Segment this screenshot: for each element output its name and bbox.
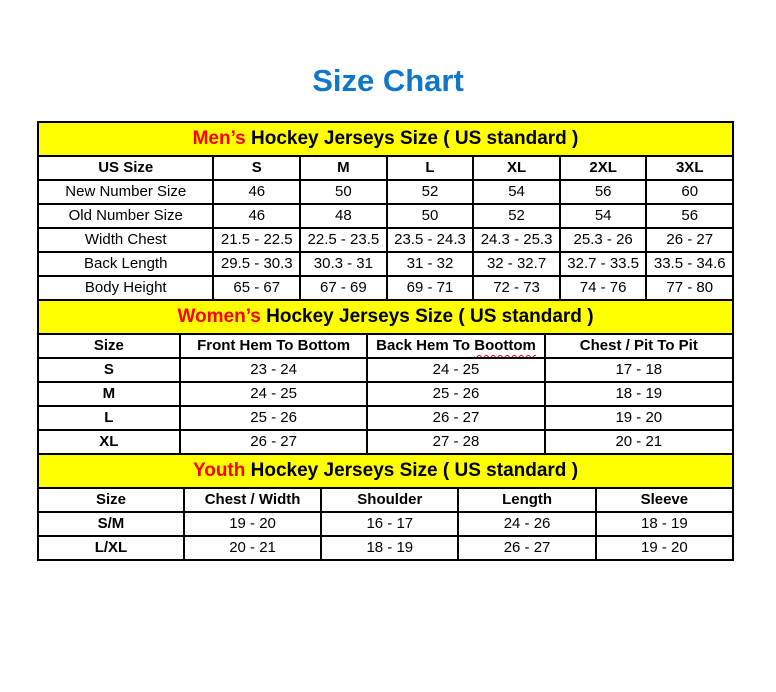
header-cell: Chest / Width [184,488,321,512]
data-row [38,204,733,228]
data-row [38,276,733,300]
data-row [38,430,733,454]
row-label-cell: L/XL [38,536,184,560]
value-cell: 77 - 80 [646,276,733,300]
youth-banner-highlight: Youth [192,459,246,481]
header-cell: Shoulder [321,488,458,512]
value-cell: 23 - 24 [180,358,368,382]
value-cell: 24 - 25 [180,382,368,406]
data-row [38,252,733,276]
mens-banner [38,122,733,156]
value-cell: 74 - 76 [560,276,647,300]
youth-size-table [37,453,734,561]
header-cell [367,334,544,358]
youth-table-body [38,488,733,560]
value-cell: 46 [213,204,300,228]
womens-banner-text: Hockey Jerseys Size ( US standard ) [260,305,594,327]
value-cell: 50 [387,204,474,228]
data-row [38,382,733,406]
value-cell: 50 [300,180,387,204]
value-cell: 72 - 73 [473,276,560,300]
value-cell: 24.3 - 25.3 [473,228,560,252]
value-cell: 19 - 20 [596,536,733,560]
row-label-cell: L [38,406,180,430]
header-cell: M [300,156,387,180]
womens-banner [38,300,733,334]
value-cell: 23.5 - 24.3 [387,228,474,252]
page-title: Size Chart [312,63,464,98]
value-cell: 18 - 19 [545,382,733,406]
row-label-cell: S [38,358,180,382]
data-row [38,536,733,560]
value-cell: 25 - 26 [367,382,544,406]
value-cell: 69 - 71 [387,276,474,300]
womens-banner-highlight: Women’s [177,305,261,327]
value-cell: 31 - 32 [387,252,474,276]
value-cell: 19 - 20 [545,406,733,430]
value-cell: 24 - 26 [458,512,595,536]
header-cell: Length [458,488,595,512]
header-cell: XL [473,156,560,180]
value-cell: 52 [387,180,474,204]
header-row [38,334,733,358]
value-cell: 54 [473,180,560,204]
value-cell: 24 - 25 [367,358,544,382]
value-cell: 25 - 26 [180,406,368,430]
womens-table-body [38,334,733,454]
header-row [38,488,733,512]
value-cell: 17 - 18 [545,358,733,382]
value-cell: 54 [560,204,647,228]
size-tables [37,121,734,561]
data-row [38,358,733,382]
value-cell: 27 - 28 [367,430,544,454]
value-cell: 19 - 20 [184,512,321,536]
womens-size-table [37,299,734,455]
header-cell: Front Hem To Bottom [180,334,368,358]
value-cell: 20 - 21 [545,430,733,454]
womens-banner-row [38,300,733,334]
header-row [38,156,733,180]
mens-banner-highlight: Men’s [192,127,246,149]
mens-banner-row [38,122,733,156]
value-cell: 33.5 - 34.6 [646,252,733,276]
data-row [38,406,733,430]
value-cell: 32 - 32.7 [473,252,560,276]
header-cell: Sleeve [596,488,733,512]
value-cell: 52 [473,204,560,228]
mens-banner-text: Hockey Jerseys Size ( US standard ) [245,127,579,149]
value-cell: 21.5 - 22.5 [213,228,300,252]
mens-table-body [38,156,733,300]
data-row [38,228,733,252]
header-cell: Size [38,488,184,512]
header-text: Back Hem To [376,336,475,354]
value-cell: 18 - 19 [596,512,733,536]
data-row [38,180,733,204]
value-cell: 30.3 - 31 [300,252,387,276]
header-cell: 2XL [560,156,647,180]
value-cell: 65 - 67 [213,276,300,300]
value-cell: 29.5 - 30.3 [213,252,300,276]
misspelled-word-wavy-underline: Boottom [474,336,536,354]
row-label-cell: Body Height [38,276,213,300]
row-label-cell: Width Chest [38,228,213,252]
youth-banner-row [38,454,733,488]
value-cell: 56 [646,204,733,228]
value-cell: 22.5 - 23.5 [300,228,387,252]
row-label-cell: XL [38,430,180,454]
value-cell: 20 - 21 [184,536,321,560]
row-label-cell: New Number Size [38,180,213,204]
value-cell: 26 - 27 [367,406,544,430]
data-row [38,512,733,536]
row-label-cell: Back Length [38,252,213,276]
value-cell: 56 [560,180,647,204]
header-cell: Size [38,334,180,358]
value-cell: 67 - 69 [300,276,387,300]
row-label-cell: Old Number Size [38,204,213,228]
value-cell: 26 - 27 [458,536,595,560]
value-cell: 60 [646,180,733,204]
value-cell: 32.7 - 33.5 [560,252,647,276]
value-cell: 16 - 17 [321,512,458,536]
header-cell: L [387,156,474,180]
header-cell: 3XL [646,156,733,180]
value-cell: 18 - 19 [321,536,458,560]
value-cell: 48 [300,204,387,228]
header-cell: S [213,156,300,180]
value-cell: 46 [213,180,300,204]
youth-banner-text: Hockey Jerseys Size ( US standard ) [245,459,579,481]
header-cell: US Size [38,156,213,180]
youth-banner [38,454,733,488]
header-cell: Chest / Pit To Pit [545,334,733,358]
value-cell: 26 - 27 [646,228,733,252]
row-label-cell: M [38,382,180,406]
value-cell: 25.3 - 26 [560,228,647,252]
value-cell: 26 - 27 [180,430,368,454]
mens-size-table [37,121,734,301]
row-label-cell: S/M [38,512,184,536]
